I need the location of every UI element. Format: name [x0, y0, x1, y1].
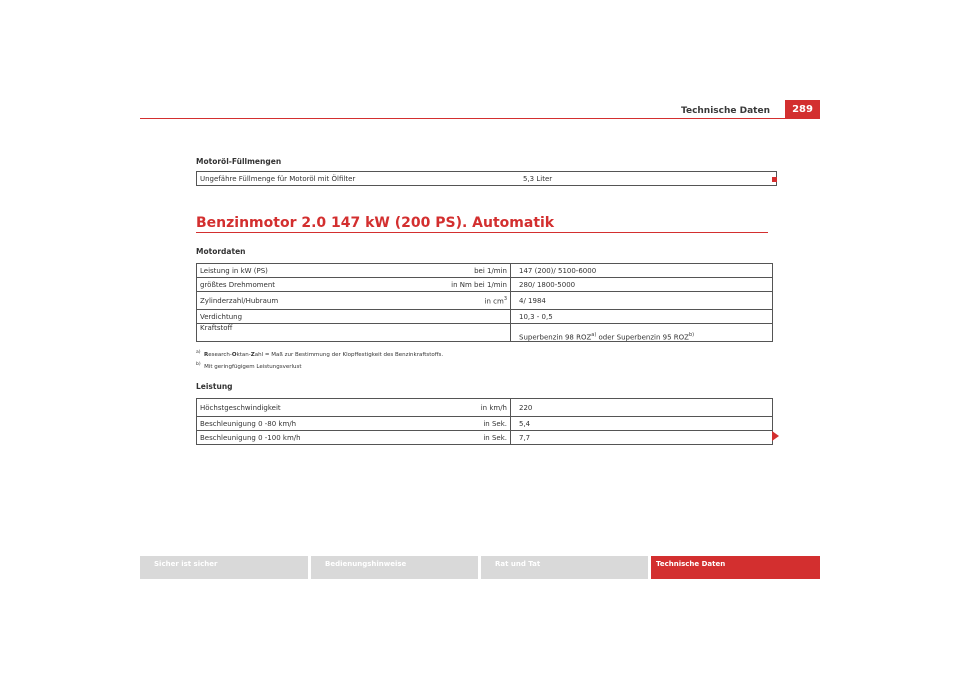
header-divider	[140, 118, 820, 119]
footnote-ref-b: b)	[688, 331, 695, 338]
footnote-text: ahl = Maß zur Bestimmung der Klopffestigkeit des Benzinkraftstoffs.	[254, 351, 444, 358]
row-unit: in km/h	[424, 399, 511, 417]
row-unit: bei 1/min	[424, 264, 511, 278]
leistung-table	[196, 398, 773, 445]
row-value: 280/ 1800-5000	[511, 278, 773, 292]
row-unit: in Sek.	[424, 417, 511, 431]
table-row	[197, 324, 773, 342]
row-unit	[424, 324, 511, 342]
row-label: Leistung in kW (PS)	[197, 264, 425, 278]
title-divider	[196, 232, 768, 233]
row-label: Höchstgeschwindigkeit	[197, 399, 425, 417]
row-label: Verdichtung	[197, 310, 425, 324]
tab-rat-und-tat[interactable]: Rat und Tat	[481, 556, 648, 579]
leistung-heading: Leistung	[196, 382, 233, 391]
fuel-primary: Superbenzin 98 ROZ	[519, 333, 592, 341]
section-end-marker	[772, 177, 777, 182]
row-value: 220	[511, 399, 773, 417]
footnote-mark: a)	[196, 350, 201, 355]
row-unit	[424, 310, 511, 324]
fuel-alternative: oder Superbenzin 95 ROZ	[596, 333, 689, 341]
motordaten-heading: Motordaten	[196, 247, 246, 256]
table-row	[197, 431, 773, 445]
footnote-a	[196, 348, 443, 360]
oil-table	[196, 171, 777, 186]
oil-value: 5,3 Liter	[503, 172, 777, 186]
row-label: Beschleunigung 0 -100 km/h	[197, 431, 425, 445]
oil-heading: Motoröl-Füllmengen	[196, 157, 282, 166]
tab-bedienungshinweise[interactable]: Bedienungshinweise	[311, 556, 478, 579]
row-value: 4/ 1984	[511, 292, 773, 310]
motordaten-table	[196, 263, 773, 342]
table-row	[197, 310, 773, 324]
footnote-bold-z: Z	[250, 351, 255, 358]
footnote-text: esearch-	[208, 351, 232, 358]
footnote-mark: b)	[196, 361, 201, 367]
page-header-title: Technische Daten	[681, 106, 770, 116]
tab-sicher-ist-sicher[interactable]: Sicher ist sicher	[140, 556, 308, 579]
table-row	[197, 264, 773, 278]
table-row	[197, 278, 773, 292]
row-label: Kraftstoff	[197, 324, 425, 342]
page-number: 289	[785, 100, 820, 119]
row-label: größtes Drehmoment	[197, 278, 425, 292]
oil-label: Ungefähre Füllmenge für Motoröl mit Ölfilter	[197, 172, 504, 186]
footnote-text: ktan-	[236, 351, 251, 358]
footnote-b	[196, 360, 443, 372]
row-value	[511, 324, 773, 342]
unit-text: in cm	[484, 297, 504, 306]
table-row	[197, 172, 777, 186]
row-unit: in Nm bei 1/min	[424, 278, 511, 292]
table-row	[197, 292, 773, 310]
page-title: Benzinmotor 2.0 147 kW (200 PS). Automatik	[196, 215, 555, 231]
row-value: 10,3 - 0,5	[511, 310, 773, 324]
footnote-bold-o: O	[231, 351, 237, 358]
row-label: Beschleunigung 0 -80 km/h	[197, 417, 425, 431]
row-value: 147 (200)/ 5100-6000	[511, 264, 773, 278]
tab-technische-daten[interactable]: Technische Daten	[651, 556, 820, 579]
row-value: 7,7	[511, 431, 773, 445]
table-row	[197, 417, 773, 431]
footnotes	[196, 348, 443, 372]
footer-navigation	[140, 556, 820, 579]
footnote-bold-r: R	[204, 351, 209, 358]
continue-arrow-icon	[772, 431, 779, 441]
unit-superscript: 3	[503, 295, 507, 302]
table-row	[197, 399, 773, 417]
row-unit	[424, 292, 511, 310]
footnote-ref-a: a)	[591, 331, 597, 338]
footnote-text: Mit geringfügigem Leistungsverlust	[204, 363, 302, 370]
row-label: Zylinderzahl/Hubraum	[197, 292, 425, 310]
row-value: 5,4	[511, 417, 773, 431]
row-unit: in Sek.	[424, 431, 511, 445]
